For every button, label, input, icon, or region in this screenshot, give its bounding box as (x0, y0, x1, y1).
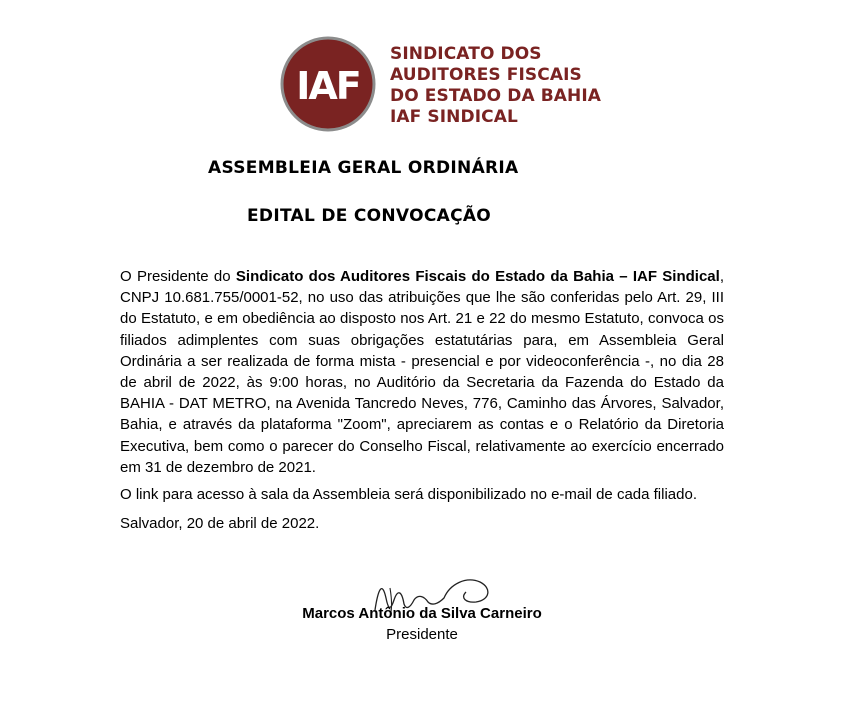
logo-wordmark (390, 44, 601, 128)
logo-line-2: AUDITORES FISCAIS (390, 65, 582, 85)
signature-block (280, 570, 580, 650)
logo-line-4: IAF SINDICAL (390, 107, 518, 127)
meeting-title: ASSEMBLEIA GERAL ORDINÁRIA (208, 158, 519, 178)
notice-body (120, 266, 724, 534)
logo-line-1: SINDICATO DOS (390, 44, 542, 64)
logo-line-3: DO ESTADO DA BAHIA (390, 86, 602, 106)
notice-title: EDITAL DE CONVOCAÇÃO (247, 206, 492, 226)
signatory-role: Presidente (386, 626, 458, 643)
signatory-name: Marcos Antônio da Silva Carneiro (302, 605, 542, 622)
union-logo (280, 36, 610, 136)
date-line: Salvador, 20 de abril de 2022. (120, 515, 320, 533)
iaf-logo-mark (280, 36, 376, 132)
union-name: Sindicato dos Auditores Fiscais do Estado da Bahia – IAF Sindical (235, 268, 720, 285)
paragraph-text: , CNPJ 10.681.755/0001-52, no uso das atribuições que lhe são conferidas pelo Art. 29, III do Estatuto, e em obediência ao disposto nos Art. 21 e 22 do mesmo Estatuto, convoca os filiados adimplentes com suas obrigações estatutárias para, em Assembleia Geral Ordinária a ser realizada de forma mista - presencial e por videoconferência -, no dia 28 de abril de 2022, às 9:00 horas, no Auditório da Secretaria da Fazenda do Estado da BAHIA - DAT METRO, na Avenida Tancredo Neves, 776, Caminho das Árvores, Salvador, Bahia, e através da plataforma "Zoom", apreciarem as contas e o Relatório da Diretoria Executiva, bem como o parecer do Conselho Fiscal, relativamente ao exercício encerrado em 31 de dezembro de 2021. (120, 268, 724, 476)
link-paragraph: O link para acesso à sala da Assembleia será disponibilizado no e-mail de cada filiado. (120, 486, 697, 504)
convocation-paragraph (120, 266, 724, 478)
logo-mark-text: IAF (296, 64, 360, 108)
paragraph-intro: O Presidente do (120, 268, 236, 285)
